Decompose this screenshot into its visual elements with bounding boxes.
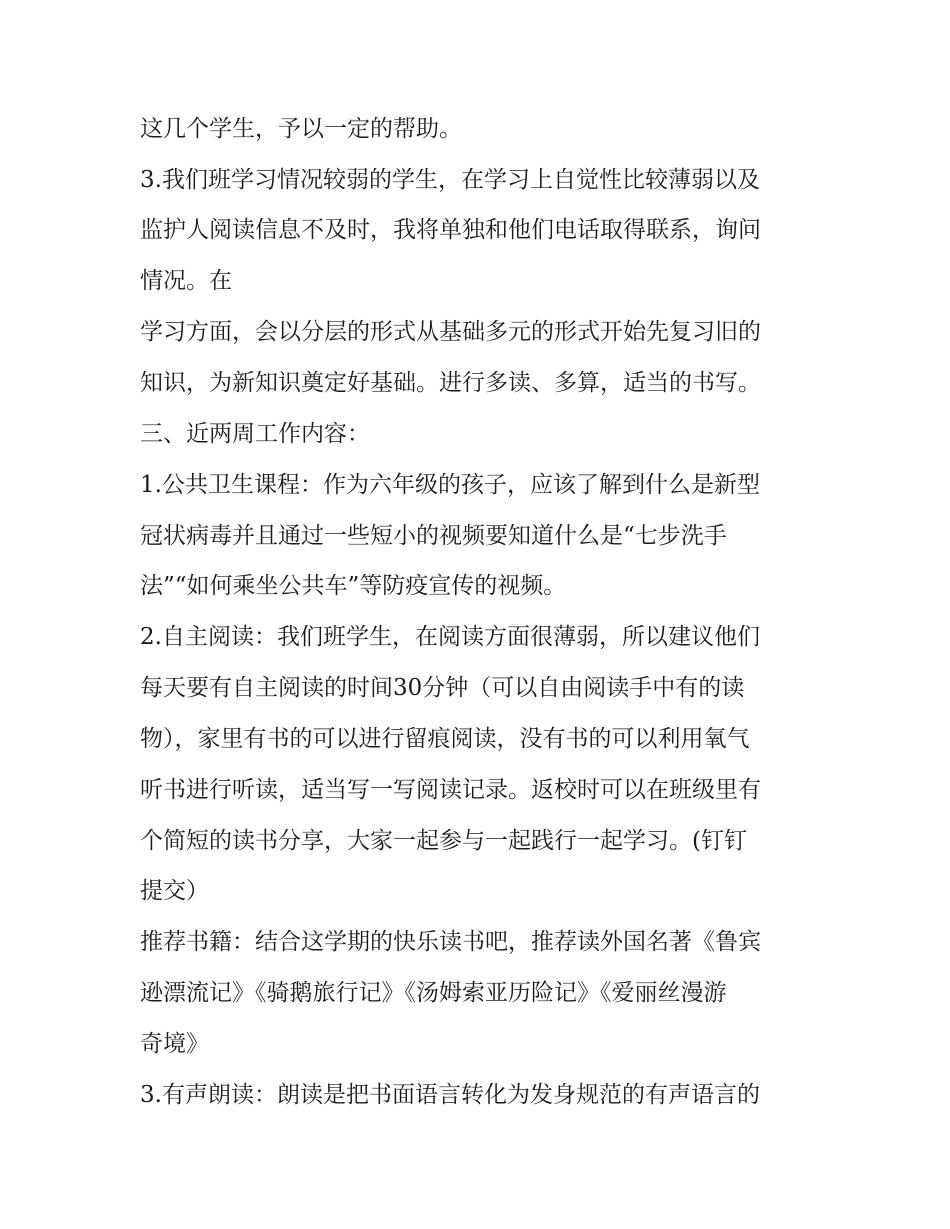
text-line: 2.自主阅读：我们班学生，在阅读方面很薄弱，所以建议他们 <box>140 624 760 650</box>
text-line: 推荐书籍：结合这学期的快乐读书吧，推荐读外国名著《鲁宾 <box>140 929 761 955</box>
text-line: 每天要有自主阅读的时间30分钟（可以自由阅读手中有的读 <box>140 675 745 701</box>
text-line: 听书进行听读，适当写一写阅读记录。返校时可以在班级里有 <box>140 777 761 803</box>
text-line: 监护人阅读信息不及时，我将单独和他们电话取得联系，询问 <box>140 217 761 243</box>
text-line: 奇境》 <box>140 1031 209 1057</box>
text-line: 3.有声朗读：朗读是把书面语言转化为发身规范的有声语言的 <box>140 1082 760 1108</box>
text-line: 这几个学生，予以一定的帮助。 <box>140 116 462 142</box>
text-line: 逊漂流记》《骑鹅旅行记》《汤姆索亚历险记》《爱丽丝漫游 <box>140 980 727 1006</box>
text-line: 情况。在 <box>140 268 232 294</box>
text-line: 学习方面，会以分层的形式从基础多元的形式开始先复习旧的 <box>140 319 761 345</box>
section-heading: 三、近两周工作内容： <box>140 421 370 447</box>
text-line: 提交） <box>140 878 209 904</box>
text-line: 个简短的读书分享，大家一起参与一起践行一起学习。(钉钉 <box>140 828 747 854</box>
text-line: 物），家里有书的可以进行留痕阅读，没有书的可以利用氧气 <box>140 726 750 752</box>
text-line: 法”“如何乘坐公共车”等防疫宣传的视频。 <box>140 573 567 599</box>
text-line: 冠状病毒并且通过一些短小的视频要知道什么是“七步洗手 <box>140 523 727 549</box>
text-line: 3.我们班学习情况较弱的学生，在学习上自觉性比较薄弱以及 <box>140 167 760 193</box>
text-line: 知识，为新知识奠定好基础。进行多读、多算，适当的书写。 <box>140 370 761 396</box>
text-line: 1.公共卫生课程：作为六年级的孩子，应该了解到什么是新型 <box>140 472 760 498</box>
